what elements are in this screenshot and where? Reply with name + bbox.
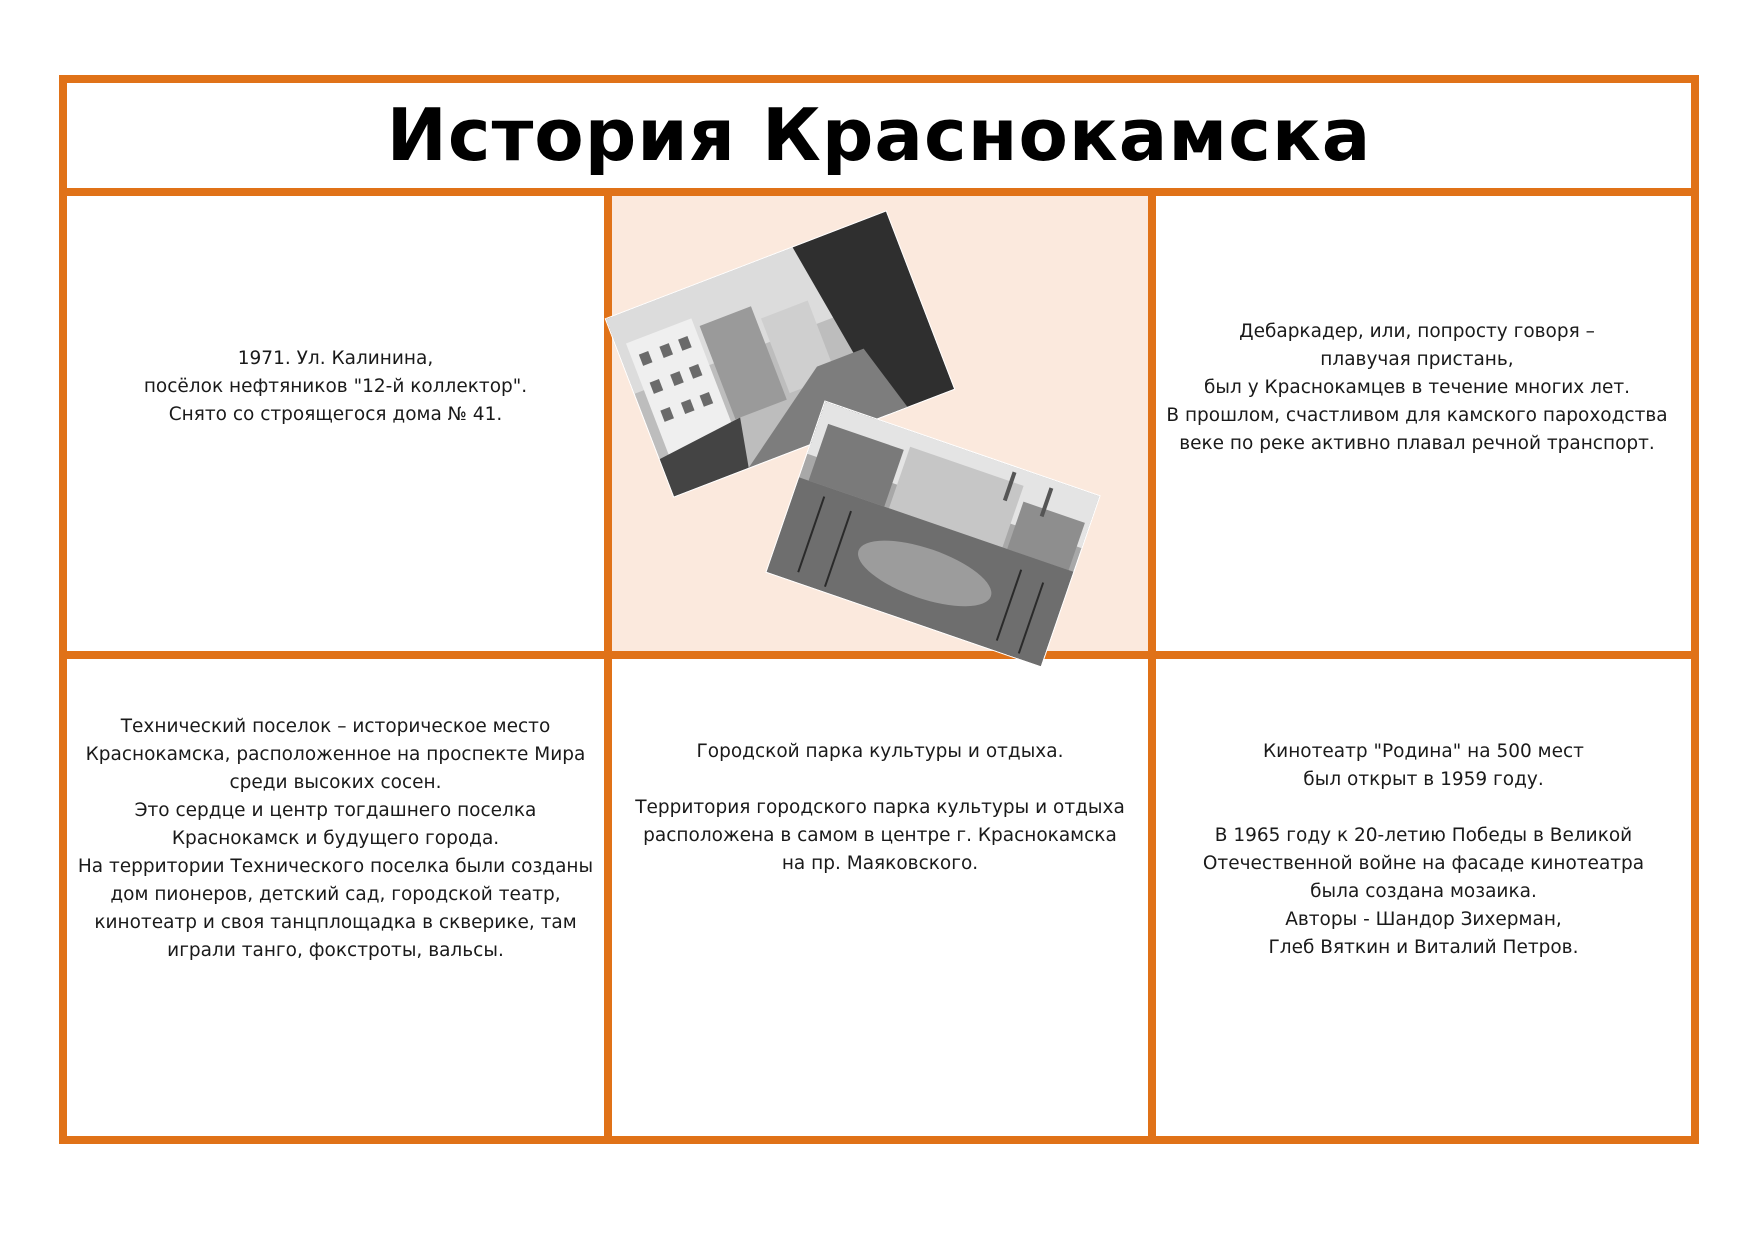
grid-divider — [67, 651, 1691, 659]
caption-city-park: Городской парка культуры и отдыха. Территория городского парка культуры и отдыха расположена в самом в центре г. Краснокамска на пр. Маяковского. — [635, 741, 1125, 874]
title-row — [67, 83, 1691, 196]
caption-kalinina-street: 1971. Ул. Калинина, посёлок нефтяников "12-й коллектор". Снято со строящегося дома № 41. — [143, 348, 528, 425]
photo-square-icon — [767, 402, 1100, 667]
cell-top-right — [1156, 196, 1691, 651]
cell-top-middle-photos — [612, 196, 1148, 651]
cell-bottom-right — [1156, 659, 1691, 1144]
cell-bottom-middle — [612, 659, 1148, 1144]
grid-divider — [604, 196, 612, 1144]
grid-divider — [1148, 196, 1156, 1144]
caption-technical-settlement: Технический поселок – историческое место Краснокамска, расположенное на проспекте Мира среди высоких сосен. Это сердце и центр тогдашнего поселка Краснокамск и будущего города. На территории Технического поселка были созданы дом пионеров, детский сад, городской театр, кинотеатр и своя танцплощадка в скверике, там играли танго, фокстроты, вальсы. — [77, 716, 594, 961]
cell-bottom-left — [67, 659, 604, 1144]
poster-frame — [59, 75, 1699, 1144]
cell-top-left — [67, 196, 604, 651]
caption-debarkader: Дебаркадер, или, попросту говоря – плавучая пристань, был у Краснокамцев в течение многих лет. В прошлом, счастливом для камского пароходства веке по реке активно плавал речной транспорт. — [1166, 321, 1668, 454]
poster-title: История Краснокамска — [386, 92, 1372, 177]
caption-rodina-cinema: Кинотеатр "Родина" на 500 мест был открыт в 1959 году. В 1965 году к 20-летию Победы в Великой Отечественной войне на фасаде кинотеатра была создана мозаика. Авторы - Шандор Зихерман, Глеб Вяткин и Виталий Петров. — [1202, 741, 1645, 958]
